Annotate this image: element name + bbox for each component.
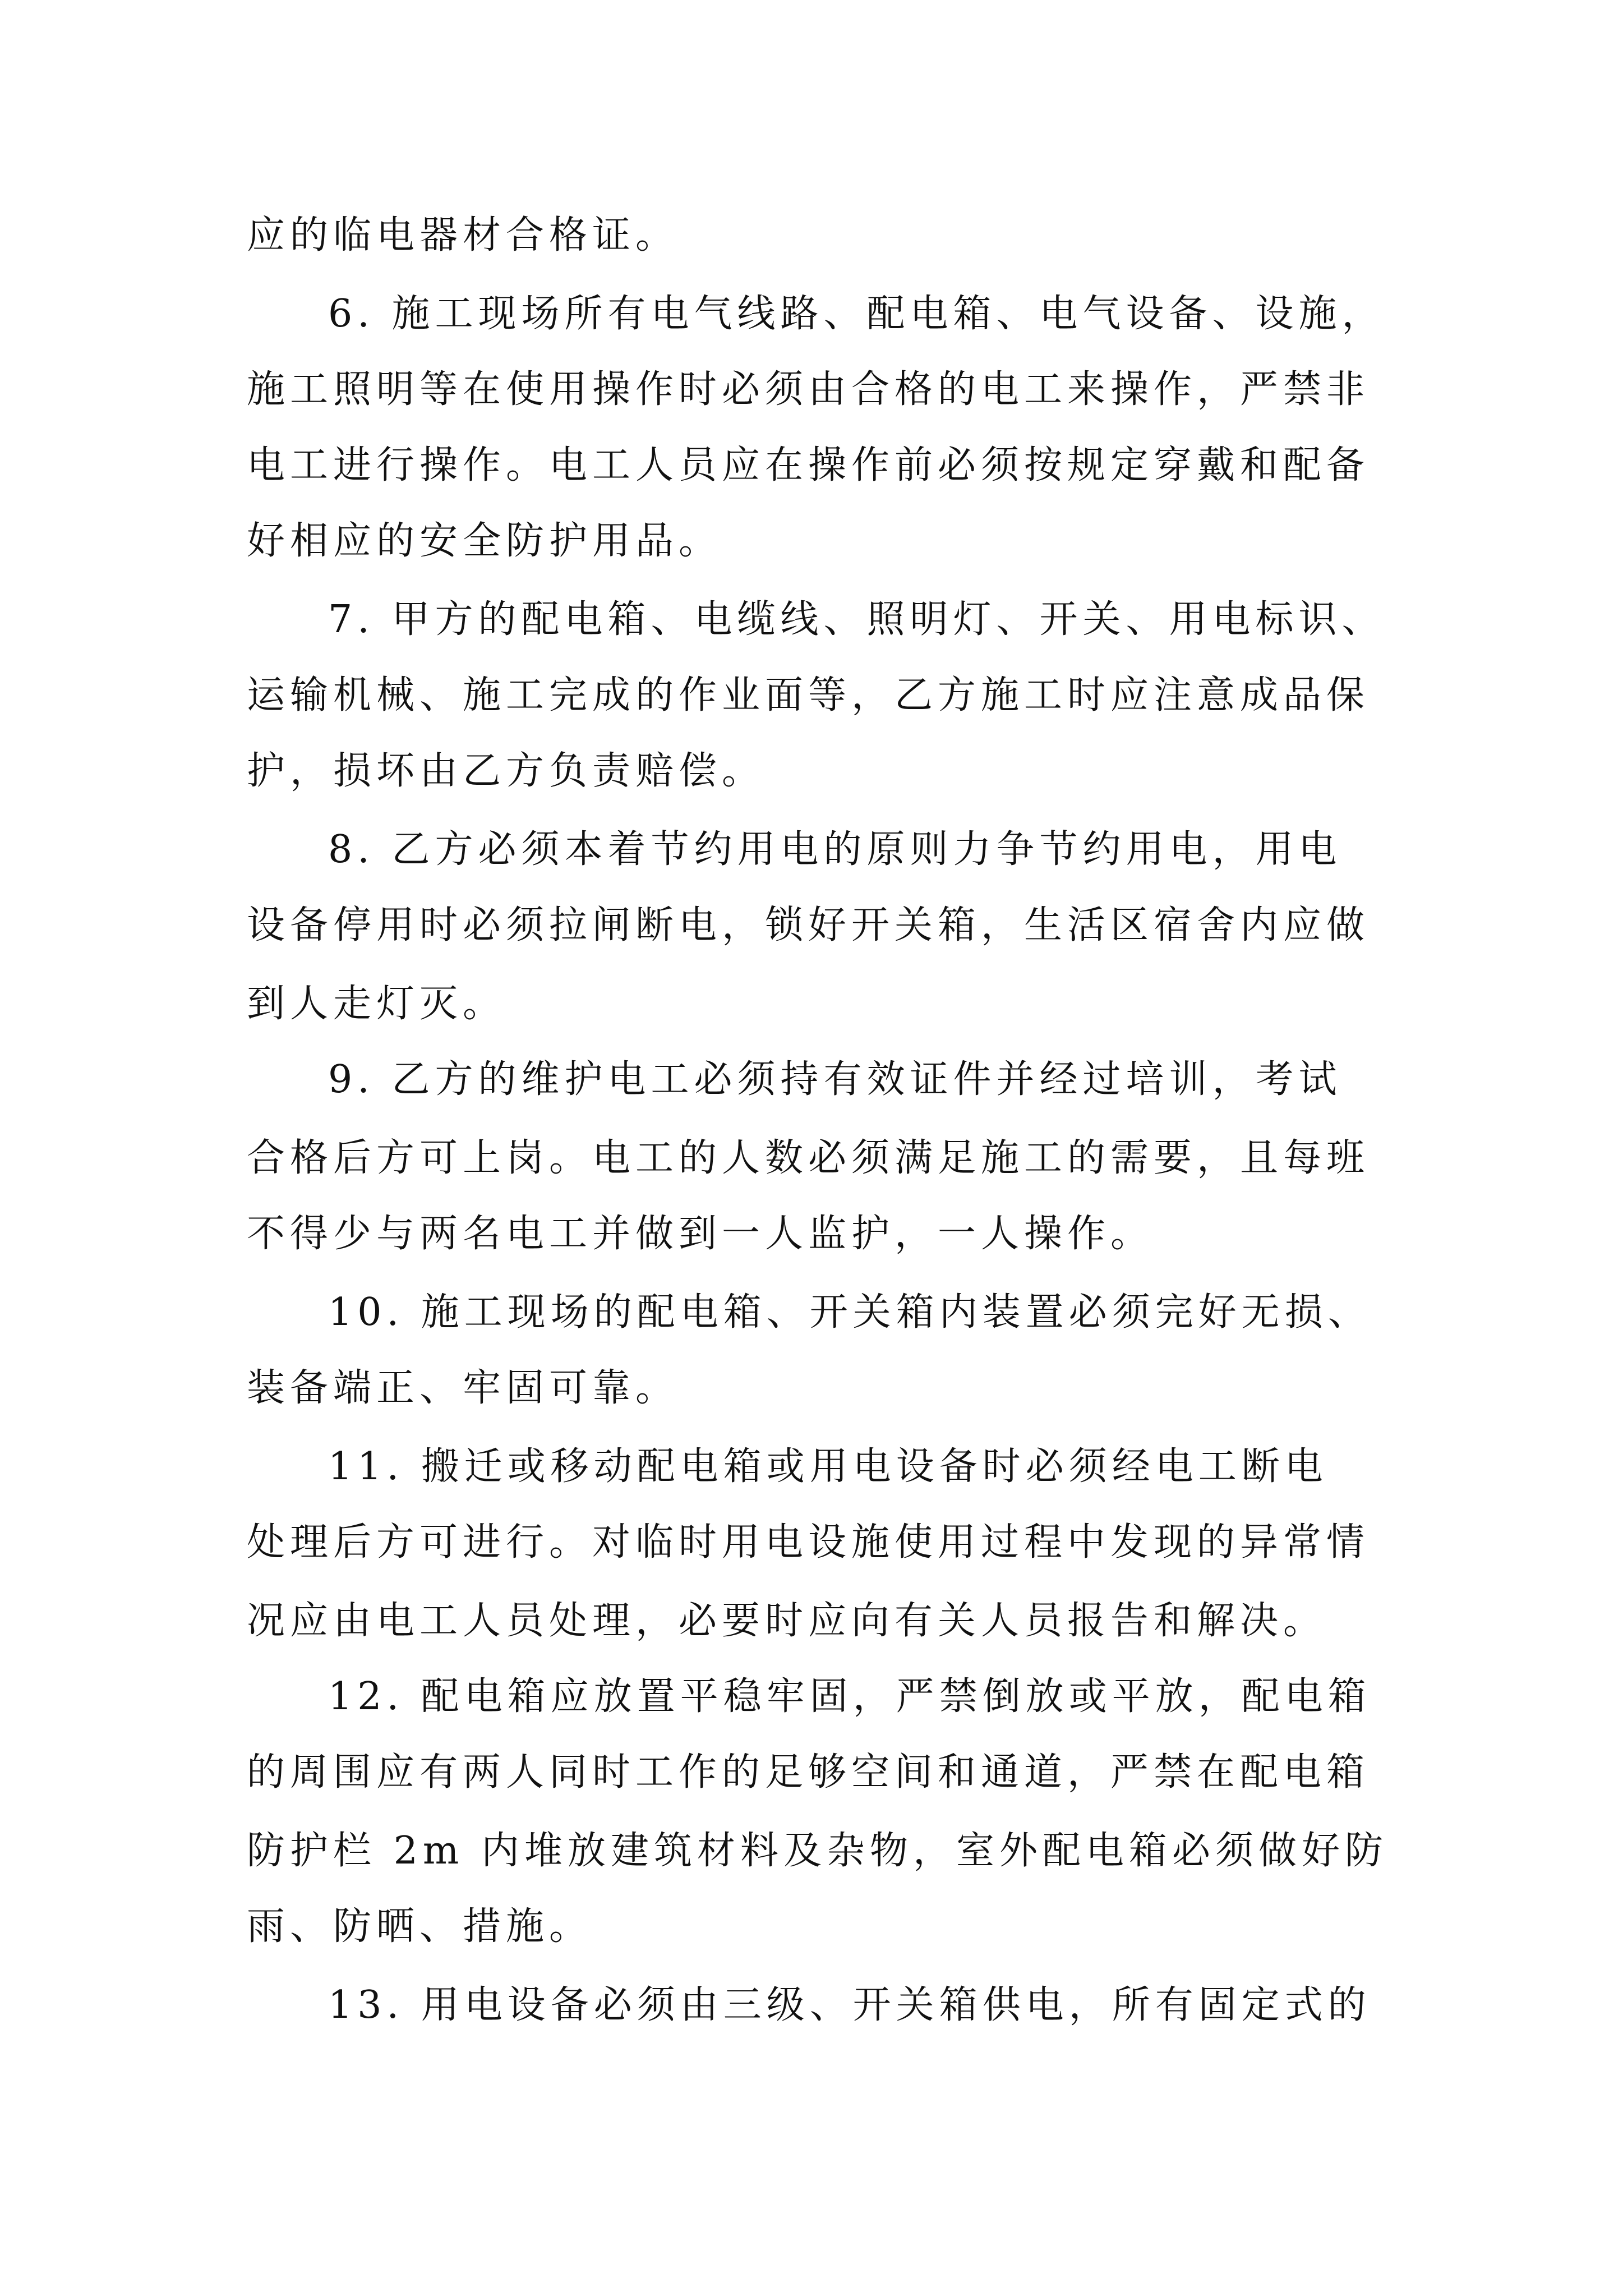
text-line: 护，损坏由乙方负责赔偿。 — [247, 749, 766, 793]
list-item-8-line: 8. 乙方必须本着节约用电的原则力争节约用电，用电 — [328, 827, 1342, 872]
list-item-9-line: 9. 乙方的维护电工必须持有效证件并经过培训，考试 — [328, 1057, 1342, 1102]
list-item-7-line: 7. 甲方的配电箱、电缆线、照明灯、开关、用电标识、 — [328, 597, 1385, 642]
text-line: 的周围应有两人同时工作的足够空间和通道，严禁在配电箱 — [247, 1750, 1370, 1795]
text-line: 装备端正、牢固可靠。 — [247, 1366, 679, 1410]
text-line: 况应由电工人员处理，必要时应向有关人员报告和解决。 — [247, 1599, 1327, 1643]
list-item-13-line: 13. 用电设备必须由三级、开关箱供电，所有固定式的 — [328, 1983, 1371, 2027]
text-line: 合格后方可上岗。电工的人数必须满足施工的需要，且每班 — [247, 1136, 1370, 1180]
text-line: 雨、防晒、措施。 — [247, 1904, 593, 1949]
text-line: 好相应的安全防护用品。 — [247, 519, 722, 563]
text-line: 设备停用时必须拉闸断电，锁好开关箱，生活区宿舍内应做 — [247, 903, 1370, 947]
text-line: 施工照明等在使用操作时必须由合格的电工来操作，严禁非 — [247, 367, 1370, 412]
text-line: 处理后方可进行。对临时用电设施使用过程中发现的异常情 — [247, 1520, 1370, 1565]
text-line: 不得少与两名电工并做到一人监护，一人操作。 — [247, 1212, 1154, 1256]
text-line: 到人走灯灭。 — [247, 982, 506, 1026]
list-item-12-line: 12. 配电箱应放置平稳牢固，严禁倒放或平放，配电箱 — [328, 1674, 1371, 1719]
list-item-10-line: 10. 施工现场的配电箱、开关箱内装置必须完好无损、 — [328, 1290, 1371, 1335]
list-item-11-line: 11. 搬迁或移动配电箱或用电设备时必须经电工断电 — [328, 1444, 1328, 1489]
text-line: 电工进行操作。电工人员应在操作前必须按规定穿戴和配备 — [247, 443, 1370, 487]
text-line: 运输机械、施工完成的作业面等，乙方施工时应注意成品保 — [247, 673, 1370, 717]
list-item-6-line: 6. 施工现场所有电气线路、配电箱、电气设备、设施， — [328, 292, 1385, 336]
text-line: 应的临电器材合格证。 — [247, 213, 679, 257]
text-line: 防护栏 2m 内堆放建筑材料及杂物，室外配电箱必须做好防 — [247, 1829, 1388, 1873]
